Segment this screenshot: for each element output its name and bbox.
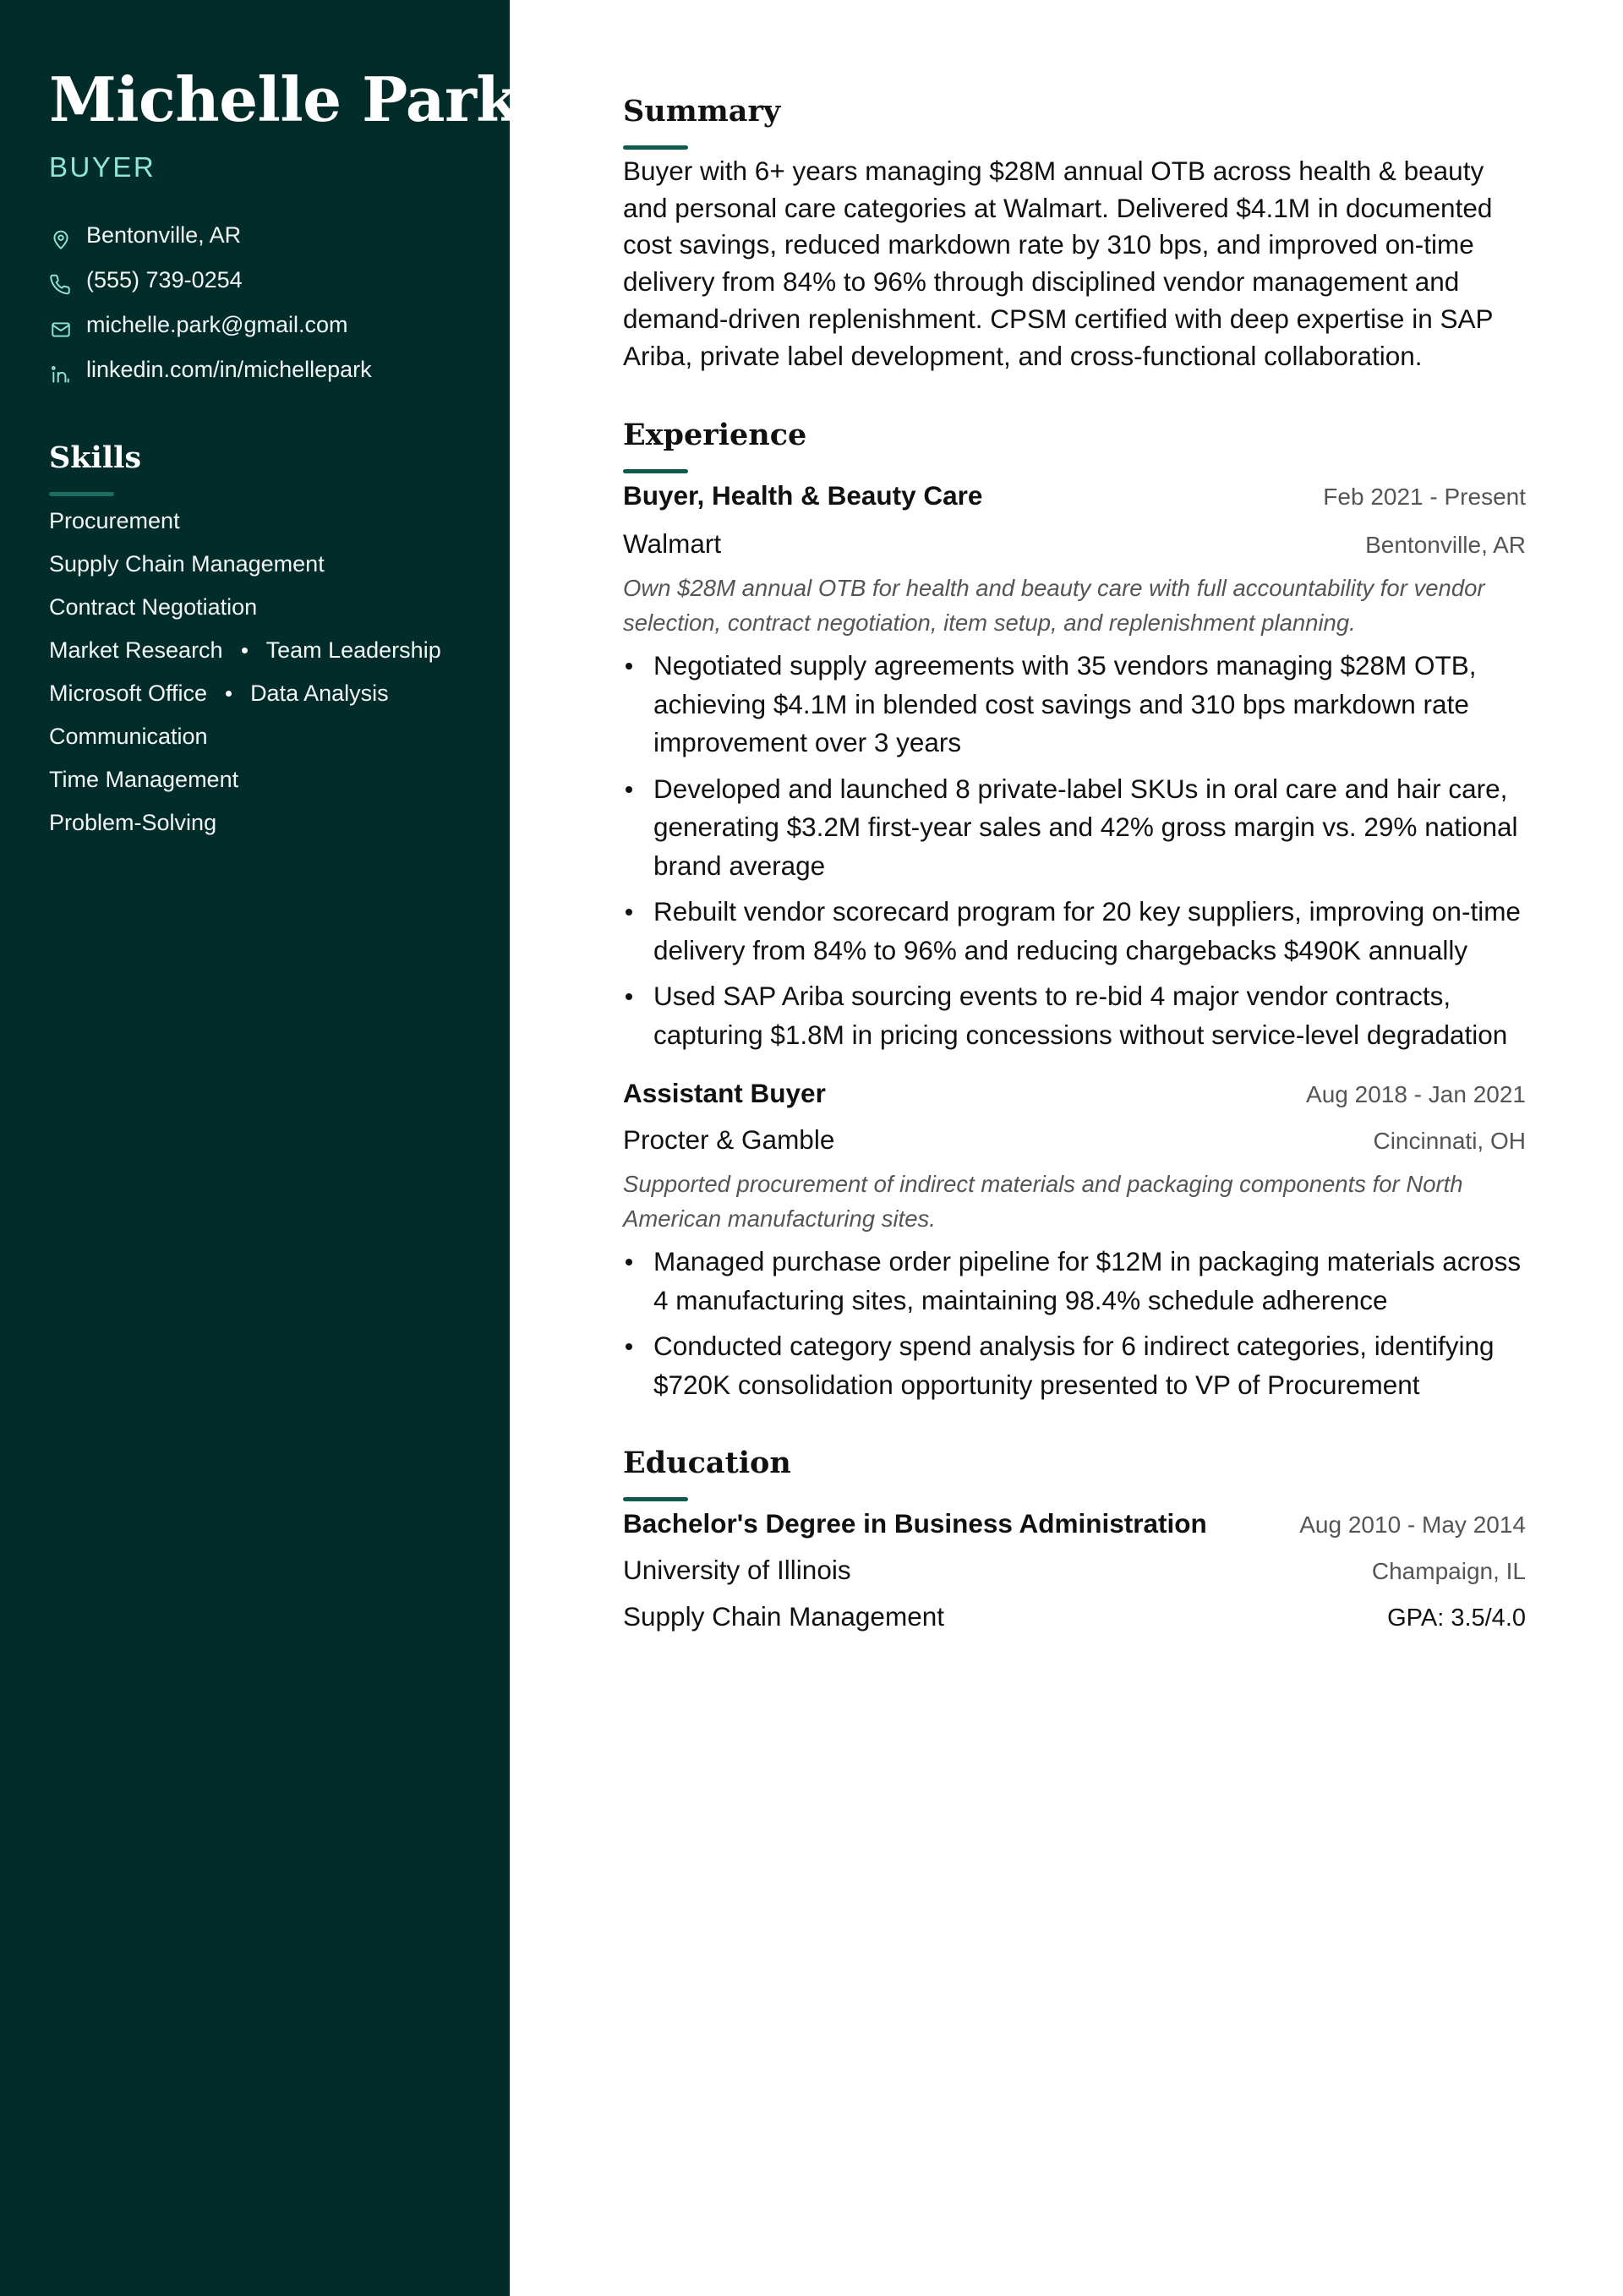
skill-item: Problem-Solving xyxy=(49,810,217,835)
job-bullets xyxy=(623,647,1526,1054)
skill-item: Supply Chain Management xyxy=(49,551,325,577)
job-company: Procter & Gamble xyxy=(623,1124,835,1156)
education-school-row xyxy=(623,1551,1526,1590)
bullet-separator xyxy=(242,648,248,653)
job-bullet: Managed purchase order pipeline for $12M in packaging materials across 4 manufacturing sites, maintaining 98.4% schedule adherence xyxy=(623,1243,1526,1320)
sidebar xyxy=(0,0,518,2296)
contact-list xyxy=(49,213,476,392)
job-dates: Aug 2018 - Jan 2021 xyxy=(1306,1081,1526,1108)
bullet-separator xyxy=(226,691,232,697)
job-bullet: Rebuilt vendor scorecard program for 20 key suppliers, improving on-time delivery from 84% to 96% and reducing chargebacks $490K annually xyxy=(623,893,1526,970)
section-underline xyxy=(623,469,688,473)
skills-list xyxy=(49,500,476,845)
job-bullet: Developed and launched 8 private-label SKUs in oral care and hair care, generating $3.2M first-year sales and 42% gross margin vs. 29% national brand average xyxy=(623,770,1526,886)
content-column xyxy=(623,93,1526,1637)
email-icon xyxy=(49,318,73,342)
job-title: Assistant Buyer xyxy=(623,1078,826,1109)
skill-row xyxy=(49,715,476,758)
skill-item: Communication xyxy=(49,724,208,749)
summary-section xyxy=(623,93,1526,374)
job-description: Own $28M annual OTB for health and beauty care with full accountability for vendor selection, contract negotiation, item setup, and replenishment planning. xyxy=(623,575,1485,637)
contact-location xyxy=(49,213,476,258)
skill-row xyxy=(49,801,476,845)
education-header xyxy=(623,1505,1526,1544)
contact-phone xyxy=(49,258,476,303)
job-bullet: Conducted category spend analysis for 6 indirect categories, identifying $720K consolidation opportunity presented to VP of Procurement xyxy=(623,1327,1526,1404)
skill-row xyxy=(49,586,476,629)
contact-linkedin-text[interactable]: linkedin.com/in/michellepark xyxy=(86,357,372,382)
experience-section xyxy=(623,417,1526,1404)
job-location: Bentonville, AR xyxy=(1365,532,1526,559)
skill-item: Team Leadership xyxy=(265,637,441,663)
job-company: Walmart xyxy=(623,528,722,560)
skills-heading: Skills xyxy=(49,440,142,475)
job-entry xyxy=(623,477,1526,1054)
degree-title: Bachelor's Degree in Business Administration xyxy=(623,1508,1207,1539)
job-bullets xyxy=(623,1243,1526,1404)
skill-row xyxy=(49,500,476,543)
linkedin-icon xyxy=(49,363,73,386)
education-dates: Aug 2010 - May 2014 xyxy=(1299,1512,1526,1539)
education-heading: Education xyxy=(623,1446,791,1481)
education-gpa: GPA: 3.5/4.0 xyxy=(1387,1604,1526,1632)
section-underline xyxy=(623,1497,688,1501)
candidate-name: Michelle Park xyxy=(49,63,518,135)
contact-email-text[interactable]: michelle.park@gmail.com xyxy=(86,312,348,337)
experience-heading: Experience xyxy=(623,418,807,453)
main-content xyxy=(510,0,1623,2296)
location-pin-icon xyxy=(49,228,73,252)
education-section xyxy=(623,1445,1526,1637)
skill-row xyxy=(49,629,476,672)
skill-item: Time Management xyxy=(49,767,239,792)
job-title: Buyer, Health & Beauty Care xyxy=(623,480,983,511)
job-entry xyxy=(623,1074,1526,1404)
skill-item: Contract Negotiation xyxy=(49,594,258,620)
school-name: University of Illinois xyxy=(623,1555,851,1586)
job-header xyxy=(623,1074,1526,1113)
job-location: Cincinnati, OH xyxy=(1373,1128,1526,1155)
job-subheader xyxy=(623,525,1526,564)
skill-item: Data Analysis xyxy=(250,681,389,706)
summary-heading: Summary xyxy=(623,94,781,128)
job-bullet: Negotiated supply agreements with 35 vendors managing $28M OTB, achieving $4.1M in blended cost savings and 310 bps markdown rate improvement over 3 years xyxy=(623,647,1526,763)
job-subheader xyxy=(623,1121,1526,1160)
contact-linkedin[interactable] xyxy=(49,347,476,392)
education-major-row xyxy=(623,1598,1526,1637)
education-major: Supply Chain Management xyxy=(623,1601,944,1632)
skill-item: Procurement xyxy=(49,508,180,533)
job-dates: Feb 2021 - Present xyxy=(1323,484,1526,511)
summary-text: Buyer with 6+ years managing $28M annual OTB across health & beauty and personal care categories at Walmart. Delivered $4.1M in documented cost savings, reduced markdown rate by 310 bps, and improved on-time delivery from 84% to 96% through disciplined vendor management and demand-driven replenishment. CPSM certified with deep expertise in SAP Ariba, private label development, and cross-functional collaboration. xyxy=(623,156,1493,371)
skill-item: Market Research xyxy=(49,637,223,663)
job-bullet: Used SAP Ariba sourcing events to re-bid 4 major vendor contracts, capturing $1.8M in pricing concessions without service-level degradation xyxy=(623,977,1526,1054)
contact-email[interactable] xyxy=(49,303,476,347)
phone-icon xyxy=(49,273,73,297)
section-underline xyxy=(623,145,688,150)
job-header xyxy=(623,477,1526,516)
contact-phone-text: (555) 739-0254 xyxy=(86,267,243,292)
contact-location-text: Bentonville, AR xyxy=(86,222,242,248)
job-description: Supported procurement of indirect materials and packaging components for North American manufacturing sites. xyxy=(623,1171,1463,1233)
skill-row xyxy=(49,543,476,586)
skill-item: Microsoft Office xyxy=(49,681,208,706)
candidate-role: BUYER xyxy=(49,151,156,183)
school-location: Champaign, IL xyxy=(1371,1558,1526,1585)
skills-underline xyxy=(49,492,114,496)
skill-row xyxy=(49,758,476,801)
skill-row xyxy=(49,672,476,715)
